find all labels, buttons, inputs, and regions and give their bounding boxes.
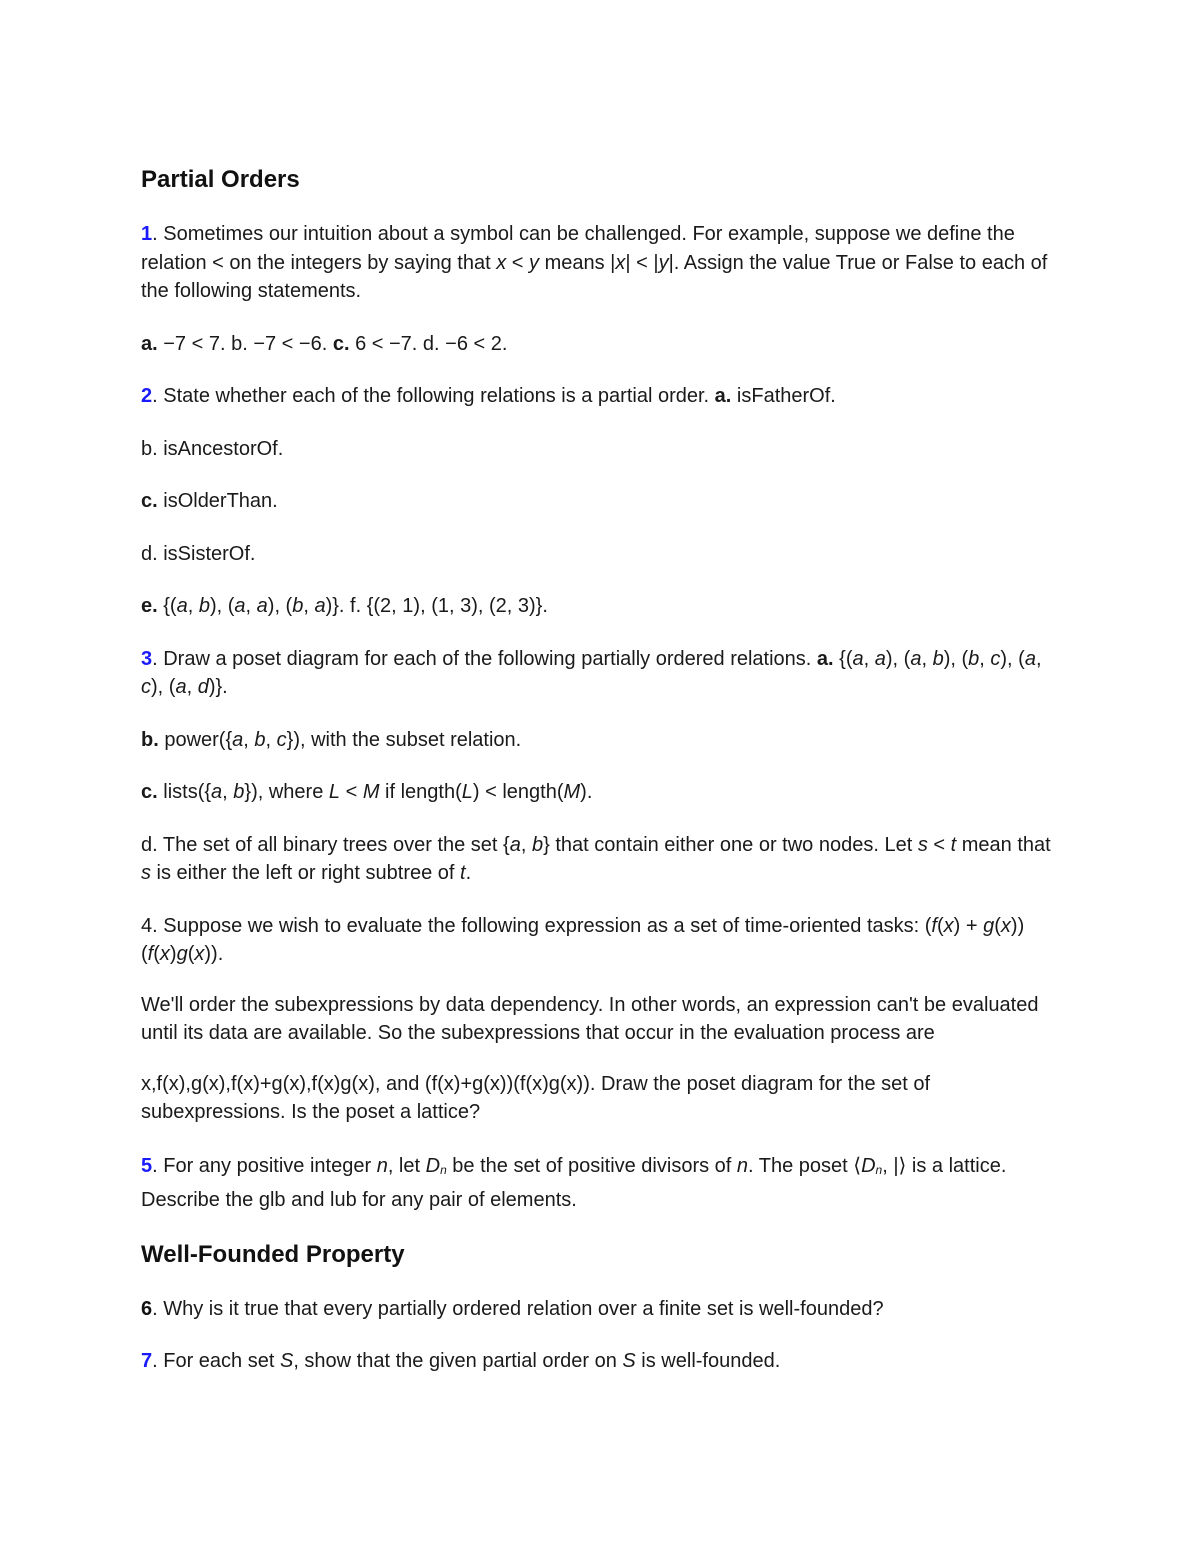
question-7: 7. For each set S, show that the given partial order on S is well-founded. [141, 1350, 781, 1372]
question-number: 7 [141, 1350, 153, 1372]
question-4-paragraph-3: x,f(x),g(x),f(x)+g(x),f(x)g(x), and (f(x)+g(x))(f(x)g(x)). Draw the poset diagram for the set of subexpressions. Is the poset a lattice? [141, 1072, 931, 1123]
document-content [141, 164, 1061, 1376]
question-3c: c. lists({a, b}), where L < M if length(L) < length(M). [141, 781, 593, 803]
question-3: 3. Draw a poset diagram for each of the following partially ordered relations. a. {(a, a), (a, b), (b, c), (a, c), (a, d)}. [141, 647, 1042, 698]
question-number: 1 [141, 223, 153, 245]
question-2c: c. isOlderThan. [141, 490, 278, 512]
question-5: 5. For any positive integer n, let $D_n$ be the set of positive divisors of n. The poset $⟨D_n$, |⟩ is a lattice. Describe the glb and lub for any pair of elements. [141, 1154, 1007, 1211]
question-number: 5 [141, 1154, 153, 1177]
question-1: 1. Sometimes our intuition about a symbol can be challenged. For example, suppose we define the relation < on the integers by saying that x < y means |x| < |y|. Assign the value True or False to each of the following statements. [141, 223, 1048, 302]
question-3b: b. power({a, b, c}), with the subset relation. [141, 728, 522, 751]
question-2e: e. {(a, b), (a, a), (b, a)}. f. {(2, 1), (1, 3), (2, 3)}. [141, 595, 548, 617]
question-number: 2 [141, 385, 153, 407]
question-4-paragraph-2: We'll order the subexpressions by data dependency. In other words, an expression can't be evaluated until its data are available. So the subexpressions that occur in the evaluation process are [141, 993, 1039, 1044]
question-3d: d. The set of all binary trees over the set {a, b} that contain either one or two nodes. Let s < t mean that s is either the left or right subtree of t. [141, 833, 1051, 884]
question-2d: d. isSisterOf. [141, 542, 256, 565]
question-number: 3 [141, 647, 153, 670]
question-4: 4. Suppose we wish to evaluate the following expression as a set of time-oriented tasks: (f(x) + g(x))(f(x)g(x)). [141, 914, 1025, 965]
section-title-well-founded: Well-Founded Property [141, 1240, 405, 1268]
question-1-parts: a. −7 < 7. b. −7 < −6. c. 6 < −7. d. −6 < 2. [141, 332, 508, 355]
question-number: 6 [141, 1297, 153, 1320]
question-6: 6. Why is it true that every partially ordered relation over a finite set is well-founded? [141, 1297, 884, 1320]
question-2: 2. State whether each of the following relations is a partial order. a. isFatherOf. [141, 385, 836, 407]
question-2b: b. isAncestorOf. [141, 437, 284, 460]
section-title-partial-orders: Partial Orders [141, 166, 300, 193]
